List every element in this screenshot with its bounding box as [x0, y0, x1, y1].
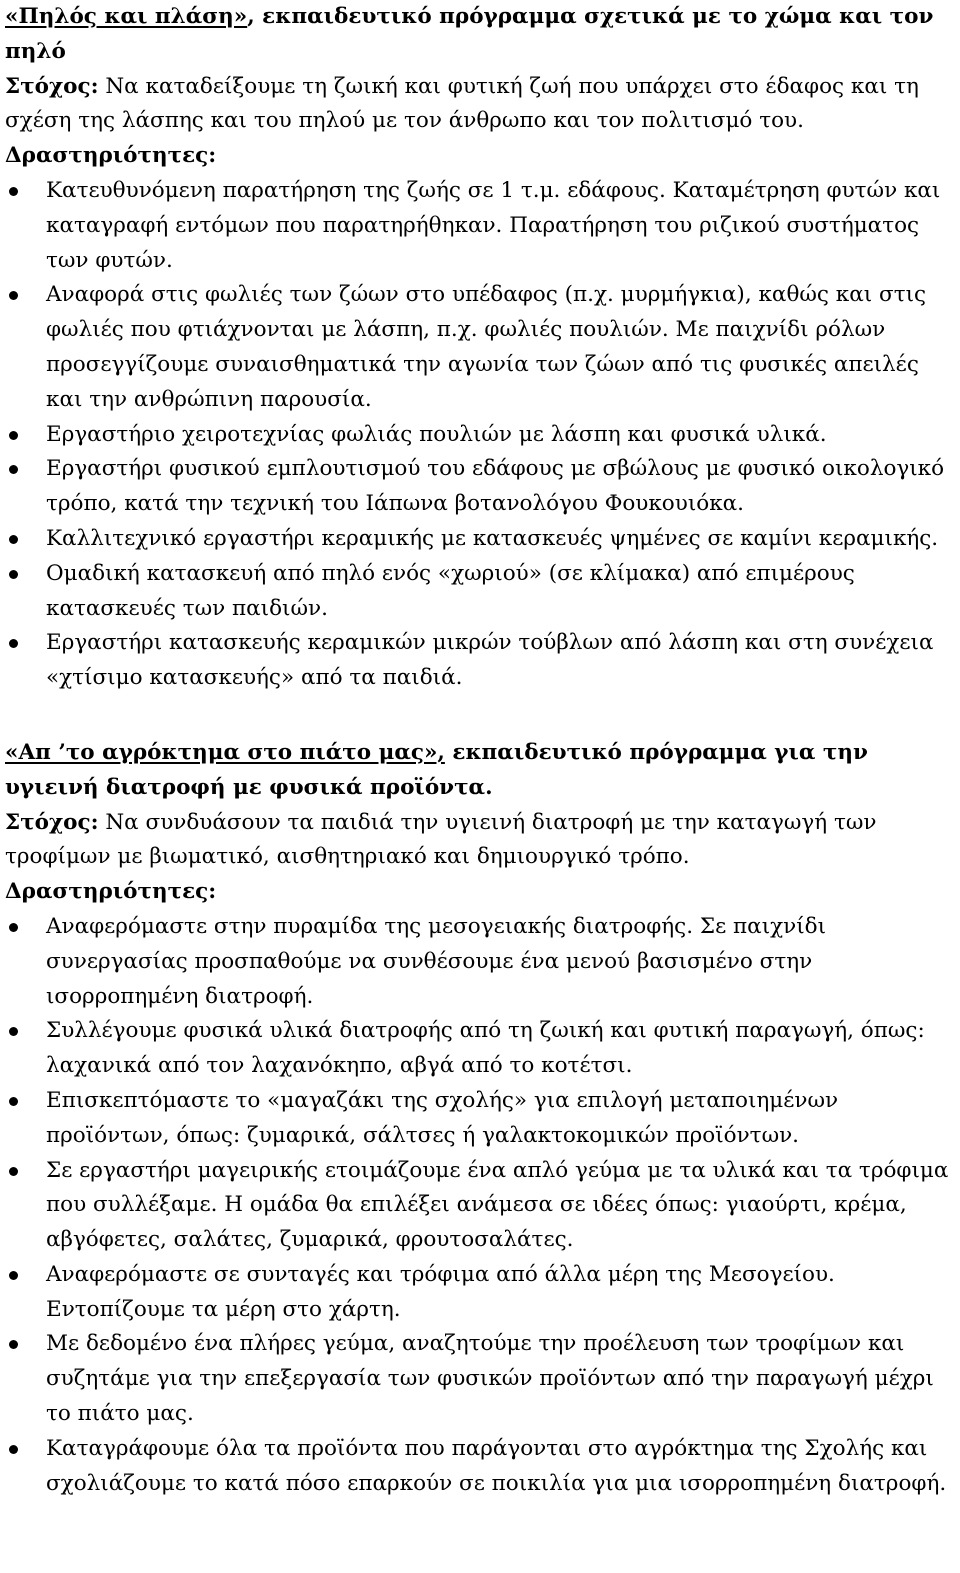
goal-text: Να συνδυάσουν τα παιδιά την υγιεινή διατροφή με την καταγωγή των τροφίμων με βιωματικό, αισθητηριακό και δημιουργικό τρόπο. [5, 809, 877, 870]
program-heading [5, 736, 954, 806]
bullet-icon [9, 1340, 18, 1349]
list-item-text: Καταγράφουμε όλα τα προϊόντα που παράγονται στο αγρόκτημα της Σχολής και σχολιάζουμε το κατά πόσο επαρκούν σε ποικιλία για μια ισορροπημένη διατροφή. [46, 1435, 947, 1496]
list-item [5, 1258, 954, 1328]
list-item [5, 1154, 954, 1258]
list-item-text: Με δεδομένο ένα πλήρες γεύμα, αναζητούμε την προέλευση των τροφίμων και συζητάμε για την επεξεργασία των φυσικών προϊόντων από την παραγωγή μέχρι το πιάτο μας. [46, 1331, 934, 1427]
bullet-icon [9, 535, 18, 544]
bullet-icon [9, 570, 18, 579]
goal-label: Στόχος: [5, 809, 99, 835]
list-item [5, 1432, 954, 1502]
list-item-text: Εργαστήρι κατασκευής κεραμικών μικρών τούβλων από λάσπη και στη συνέχεια «χτίσιμο κατασκευής» από τα παιδιά. [46, 630, 934, 691]
bullet-icon [9, 465, 18, 474]
list-item [5, 522, 954, 557]
list-item-text: Αναφερόμαστε στην πυραμίδα της μεσογειακής διατροφής. Σε παιχνίδι συνεργασίας προσπαθούμε να συνθέσουμε ένα μενού βασισμένο στην ισορροπημένη διατροφή. [46, 913, 827, 1009]
bullet-icon [9, 291, 18, 300]
program-heading [5, 0, 954, 70]
program-goal [5, 70, 954, 140]
list-item-text: Επισκεπτόμαστε το «μαγαζάκι της σχολής» για επιλογή μεταποιημένων προϊόντων, όπως: ζυμαρικά, σάλτσες ή γαλακτοκομικών προϊόντων. [46, 1087, 839, 1148]
activities-list [5, 910, 954, 1502]
bullet-icon [9, 187, 18, 196]
list-item [5, 452, 954, 522]
list-item-text: Συλλέγουμε φυσικά υλικά διατροφής από τη ζωική και φυτική παραγωγή, όπως: λαχανικά από τον λαχανόκηπο, αβγά από το κοτέτσι. [46, 1018, 925, 1079]
list-item-text: Κατευθυνόμενη παρατήρηση της ζωής σε 1 τ.μ. εδάφους. Καταμέτρηση φυτών και καταγραφή εντόμων που παρατηρήθηκαν. Παρατήρηση του ριζικού συστήματος των φυτών. [46, 177, 941, 273]
bullet-icon [9, 923, 18, 932]
list-item [5, 626, 954, 696]
bullet-icon [9, 1027, 18, 1036]
activities-list [5, 174, 954, 696]
list-item-text: Αναφερόμαστε σε συνταγές και τρόφιμα από άλλα μέρη της Μεσογείου. Εντοπίζουμε τα μέρη στο χάρτη. [46, 1261, 835, 1322]
list-item [5, 1084, 954, 1154]
bullet-icon [9, 1097, 18, 1106]
bullet-icon [9, 639, 18, 648]
activities-label: Δραστηριότητες: [5, 143, 217, 169]
list-item-text: Αναφορά στις φωλιές των ζώων στο υπέδαφος (π.χ. μυρμήγκια), καθώς και στις φωλιές που φτιάχνονται με λάσπη, π.χ. φωλιές πουλιών. Με παιχνίδι ρόλων προσεγγίζουμε συναισθηματικά την αγωνία των ζώων από τις φυσικές απειλές και την ανθρώπινη παρουσία. [46, 282, 927, 412]
list-item [5, 174, 954, 278]
list-item [5, 910, 954, 1014]
list-item-text: Εργαστήριο χειροτεχνίας φωλιάς πουλιών με λάσπη και φυσικά υλικά. [46, 421, 827, 447]
goal-text: Να καταδείξουμε τη ζωική και φυτική ζωή που υπάρχει στο έδαφος και τη σχέση της λάσπης και του πηλού με τον άνθρωπο και τον πολιτισμό του. [5, 73, 919, 134]
list-item [5, 418, 954, 453]
list-item-text: Σε εργαστήρι μαγειρικής ετοιμάζουμε ένα απλό γεύμα με τα υλικά και τα τρόφιμα που συλλέξαμε. Η ομάδα θα επιλέξει ανάμεσα σε ιδέες όπως: γιαούρτι, κρέμα, αβγόφετες, σαλάτες, ζυμαρικά, φρουτοσαλάτες. [46, 1157, 949, 1253]
program-section-farm [5, 736, 954, 1502]
list-item-text: Καλλιτεχνικό εργαστήρι κεραμικής με κατασκευές ψημένες σε καμίνι κεραμικής. [46, 525, 939, 551]
activities-label: Δραστηριότητες: [5, 879, 217, 905]
list-item [5, 557, 954, 627]
bullet-icon [9, 1167, 18, 1176]
bullet-icon [9, 431, 18, 440]
program-title: «Πηλός και πλάση» [5, 4, 248, 29]
list-item-text: Ομαδική κατασκευή από πηλό ενός «χωριού» (σε κλίμακα) από επιμέρους κατασκευές των παιδιών. [46, 560, 855, 621]
list-item [5, 278, 954, 417]
list-item [5, 1327, 954, 1431]
list-item-text: Εργαστήρι φυσικού εμπλουτισμού του εδάφους με σβώλους με φυσικό οικολογικό τρόπο, κατά την τεχνική του Ιάπωνα βοτανολόγου Φουκουιόκα. [46, 456, 945, 517]
program-goal [5, 806, 954, 876]
list-item [5, 1014, 954, 1084]
program-subtitle: εκπαιδευτικό πρόγραμμα για την υγιεινή διατροφή με φυσικά προϊόντα. [5, 739, 868, 800]
bullet-icon [9, 1271, 18, 1280]
program-subtitle: , εκπαιδευτικό πρόγραμμα σχετικά με το χώμα και τον πηλό [5, 4, 934, 64]
program-title: «Απ ’το αγρόκτημα στο πιάτο μας», [5, 739, 445, 765]
program-section-clay [5, 0, 954, 696]
bullet-icon [9, 1445, 18, 1454]
goal-label: Στόχος: [5, 73, 99, 99]
